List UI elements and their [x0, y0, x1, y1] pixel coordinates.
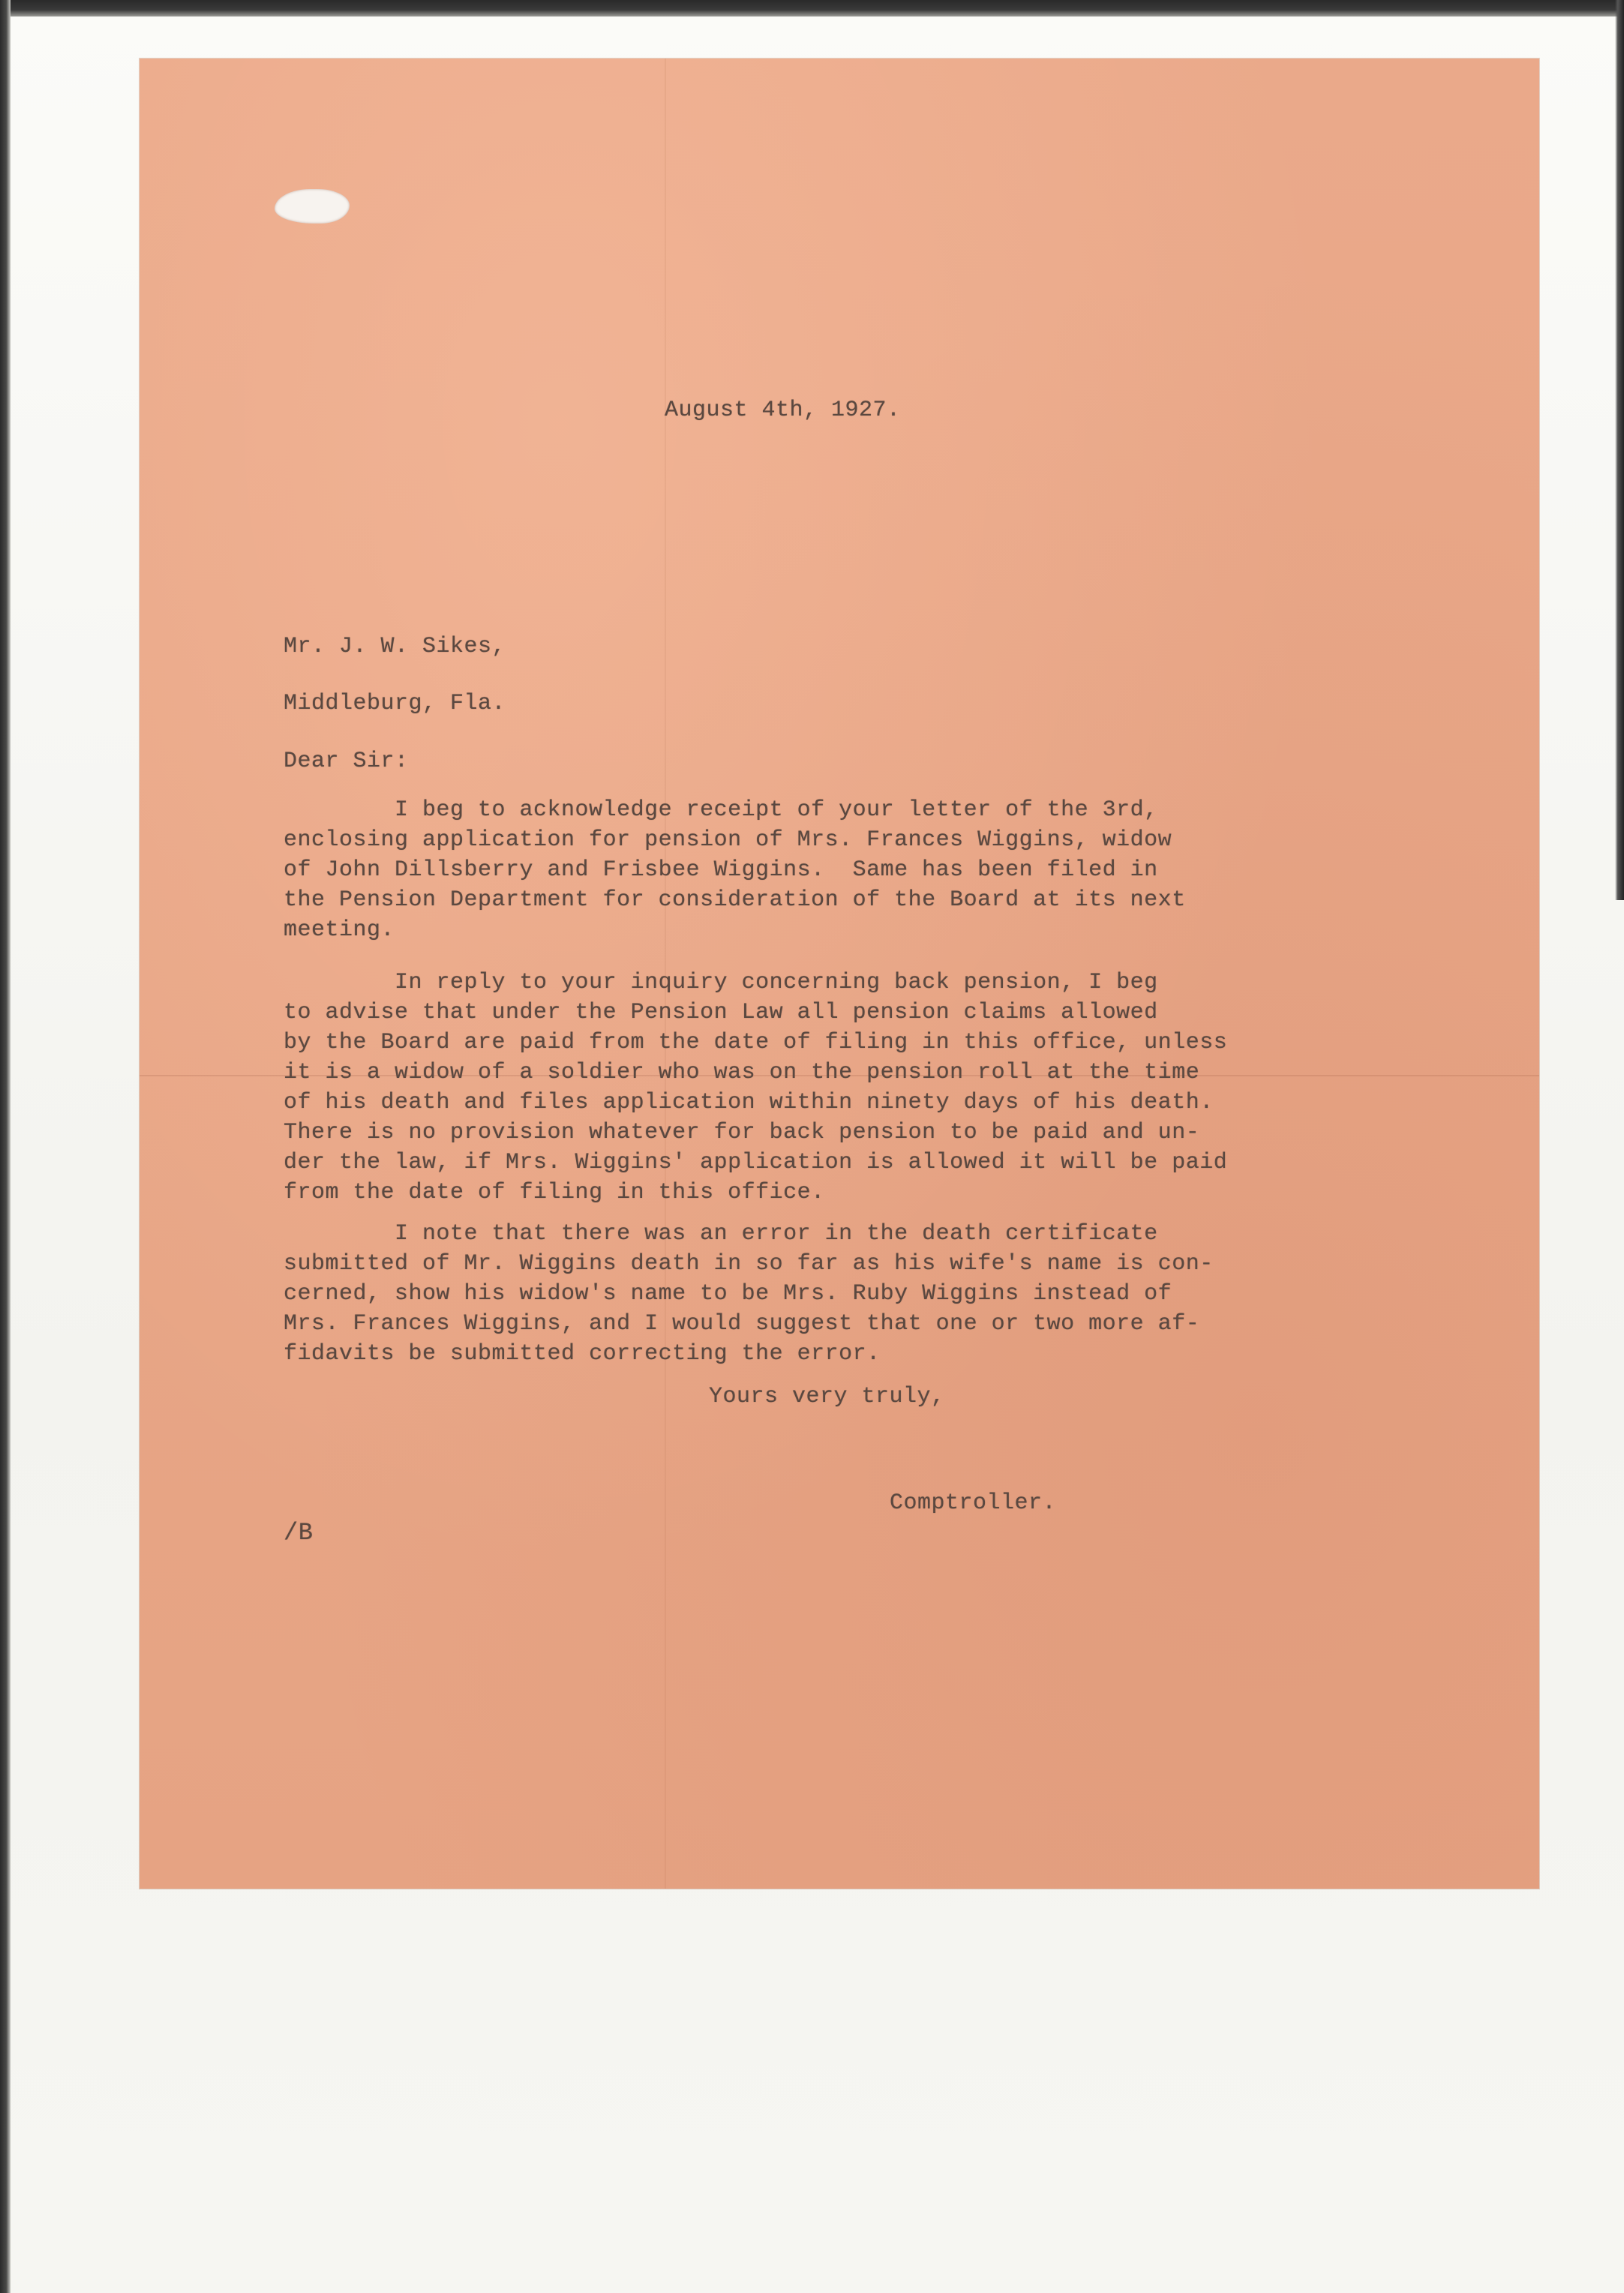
punch-hole: [275, 189, 350, 224]
salutation: Dear Sir:: [284, 749, 409, 774]
body-paragraph-2: In reply to your inquiry concerning back pension, I beg to advise that under the Pension Law all pension claims allowed by the Board are paid from the date of filing in this office, unless it is a widow of a soldier who was on the pension roll at the time of his death and files application within ninety days of his death. There is no provision whatever for back pension to be paid and un- der the law, if Mrs. Wiggins' application is allowed it will be paid from the date of filing in this office.: [284, 970, 1228, 1205]
scanner-edge-top: [0, 0, 1624, 17]
letter-date: August 4th, 1927.: [665, 398, 901, 423]
closing: Yours very truly,: [709, 1384, 945, 1409]
signature-title: Comptroller.: [890, 1490, 1057, 1516]
scanner-edge-right: [1615, 0, 1624, 900]
body-paragraph-3: I note that there was an error in the death certificate submitted of Mr. Wiggins death in so far as his wife's name is con- cerned, show his widow's name to be Mrs. Ruby Wiggins instead of Mrs. Frances Wiggins, and I would suggest that one or two more af- fidavits be submitted correcting the error.: [284, 1221, 1214, 1367]
scanner-edge-left: [0, 0, 11, 2293]
addressee-name: Mr. J. W. Sikes,: [284, 634, 506, 659]
typist-initials: /B: [284, 1519, 314, 1547]
addressee-location: Middleburg, Fla.: [284, 691, 506, 716]
body-paragraph-1: I beg to acknowledge receipt of your letter of the 3rd, enclosing application for pension of Mrs. Frances Wiggins, widow of John Dillsberry and Frisbee Wiggins. Same has been filed in the Pension Department for consideration of the Board at its next meeting.: [284, 797, 1186, 943]
